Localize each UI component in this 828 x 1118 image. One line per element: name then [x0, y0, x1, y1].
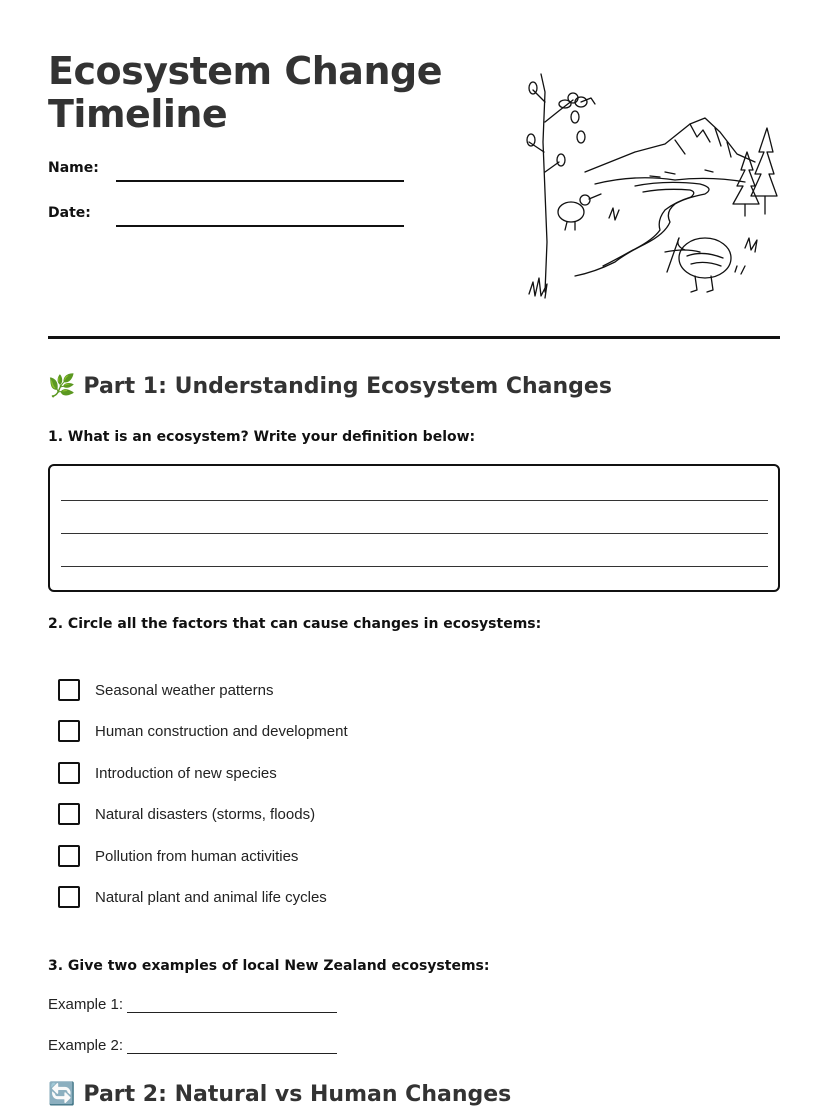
example-2-row — [48, 1037, 337, 1054]
part2-heading-text: Part 2: Natural vs Human Changes — [83, 1082, 512, 1107]
answer-line — [61, 566, 768, 567]
part1-heading-text: Part 1: Understanding Ecosystem Changes — [83, 374, 612, 399]
part1-heading — [48, 374, 612, 399]
factor-option[interactable] — [58, 762, 277, 784]
header-divider — [48, 336, 780, 339]
checkbox[interactable] — [58, 803, 80, 825]
checkbox[interactable] — [58, 886, 80, 908]
checkbox[interactable] — [58, 762, 80, 784]
factor-option[interactable] — [58, 679, 273, 701]
example-2-label: Example 2: — [48, 1037, 124, 1054]
example-2-field[interactable] — [127, 1041, 337, 1054]
checkbox[interactable] — [58, 845, 80, 867]
herb-icon: 🌿 — [48, 374, 76, 399]
part2-heading — [48, 1082, 511, 1107]
factor-option-label: Human construction and development — [95, 722, 348, 740]
date-label: Date: — [48, 205, 91, 221]
answer-line — [61, 533, 768, 534]
date-field[interactable] — [116, 225, 404, 227]
factor-option-label: Introduction of new species — [95, 764, 277, 782]
factor-option-label: Seasonal weather patterns — [95, 681, 274, 699]
factor-option-label: Natural plant and animal life cycles — [95, 888, 327, 906]
landscape-illustration — [515, 62, 783, 308]
factor-option-label: Natural disasters (storms, floods) — [95, 805, 316, 823]
factor-option-label: Pollution from human activities — [95, 847, 299, 865]
definition-answer-box[interactable] — [48, 464, 780, 592]
factor-option[interactable] — [58, 720, 348, 742]
worksheet-title: Ecosystem Change Timeline — [48, 49, 442, 136]
name-label: Name: — [48, 160, 99, 176]
factor-option[interactable] — [58, 803, 315, 825]
answer-line — [61, 500, 768, 501]
question-2: 2. Circle all the factors that can cause changes in ecosystems: — [48, 616, 542, 632]
cycle-arrows-icon: 🔄 — [48, 1082, 76, 1107]
example-1-label: Example 1: — [48, 996, 124, 1013]
checkbox[interactable] — [58, 720, 80, 742]
checkbox[interactable] — [58, 679, 80, 701]
example-1-field[interactable] — [127, 1000, 337, 1013]
question-3: 3. Give two examples of local New Zealand ecosystems: — [48, 958, 490, 974]
factor-option[interactable] — [58, 886, 327, 908]
factor-option[interactable] — [58, 845, 298, 867]
name-field[interactable] — [116, 180, 404, 182]
question-1: 1. What is an ecosystem? Write your definition below: — [48, 429, 476, 445]
example-1-row — [48, 996, 337, 1013]
